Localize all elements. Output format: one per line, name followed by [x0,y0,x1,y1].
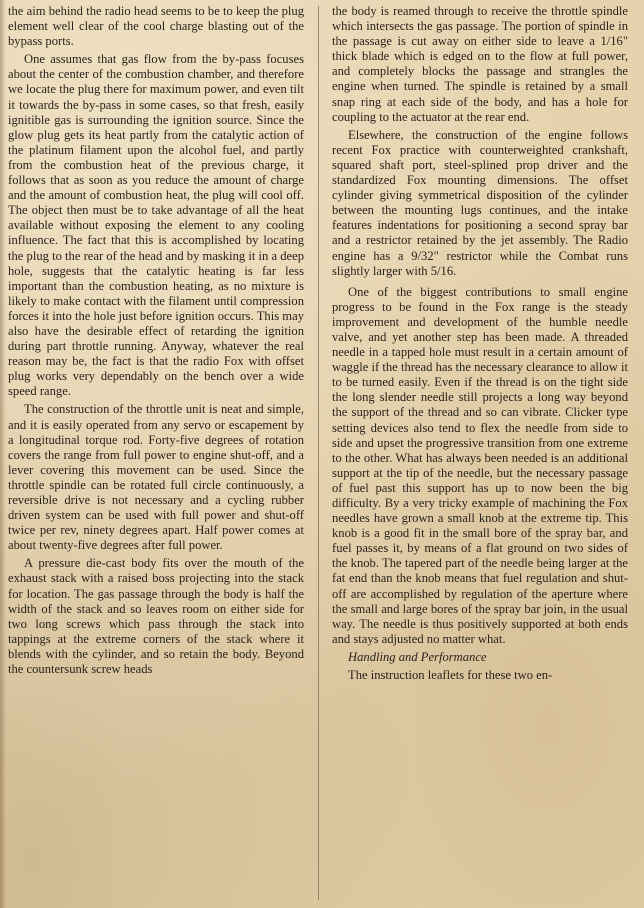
left-paragraph-4: A pressure die-cast body fits over the mouth of the exhaust stack with a raised boss projecting into the stack for location. The gas passage through the body is half the width of the stack and so leaves room on either side for two long screws which pass through the stack into tappings at the extreme corners of the stack where it blends with the cylinder, and so retain the body. Beyond the countersunk screw heads [8,556,304,677]
left-column [8,4,304,680]
left-paragraph-1: the aim behind the radio head seems to be to keep the plug element well clear of the cool charge blasting out of the bypass ports. [8,4,304,49]
section-subheading: Handling and Performance [348,649,487,664]
right-column [332,4,628,686]
left-paragraph-2: One assumes that gas flow from the by-pass focuses about the center of the combustion chamber, and therefore we locate the plug there for maximum power, and even tilt it towards the by-pass in some cases, so that fresh, easily ignitible gas is surrounding the ignition source. Since the glow plug gets its heat partly from the catalytic action of the platinum filament upon the alcohol fuel, and partly from the combustion heat of the previous charge, it follows that as soon as you reduce the amount of charge and the amount of combustion heat, the plug will cool off. The object then must be to take advantage of all the heat available without exposing the element to any cooling influence. The fact that this is accomplished by locating the plug to the rear of the head and by masking it in a deep hole, suggests that the catalytic heating is far less important than the combustion heating, as no mixture is likely to make contact with the filament until compression forces it into the hole just before ignition occurs. This may also have the desirable effect of retarding the ignition during part throttle running. Anyway, whatever the real reason may be, the fact is that the radio Fox with offset plug works very dependably on the bench over a wide speed range. [8,52,304,399]
right-paragraph-4: The instruction leaflets for these two en- [348,668,553,683]
page-fold-shadow [0,0,6,908]
right-paragraph-1: the body is reamed through to receive the throttle spindle which intersects the gas passage. The portion of spindle in the passage is cut away on either side to leave a 1/16" thick blade which is edged on to the flow at full power, and completely blocks the passage and strangles the engine when turned. The spindle is retained by a small snap ring at each side of the body, and has a hole for coupling to the actuator at the rear end. [332,4,628,124]
right-paragraph-3: One of the biggest contributions to small engine progress to be found in the Fox range is the steady improvement and development of the humble needle valve, and yet another step has been made. A threaded needle in a tapped hole must result in a certain amount of waggle if the thread has the necessary clearance to allow it to be turned easily. Even if the thread is on the tight side the long slender needle still projects a long way beyond the support of the thread and so can vibrate. Clicker type setting devices also tend to flex the needle from side to side and upset the progressive transition from one extreme to the other. What has always been needed is an additional support at the tip of the needle, but the necessary passage of fuel past this support has up to now been the big difficulty. By a very tricky example of machining the Fox needles have grown a small knob at the extreme tip. This knob is a good fit in the small bore of the spray bar, and fuel passes it, by means of a flat ground on two sides of the knob. The tapered part of the needle being larger at the fat end than the knob means that fuel regulation and shut-off are accomplished by regulation of the aperture where the small and large bores of the spray bar join, in the usual way. The needle is thus positively supported at both ends and stays adjusted no matter what. [332,284,628,646]
right-paragraph-2: Elsewhere, the construction of the engine follows recent Fox practice with counterweighted crankshaft, squared shaft port, steel-splined prop driver and the standardized Fox mounting dimensions. The offset cylinder giving symmetrical disposition of the cylinder between the mounting lugs continues, and the intake features indentations for positioning a second spray bar and a restrictor retained by the jet assembly. The Radio engine has a 9/32" restrictor while the Combat runs slightly larger with 5/16. [332,127,628,278]
left-paragraph-3: The construction of the throttle unit is neat and simple, and it is easily operated from any servo or escapement by a longitudinal torque rod. Forty-five degrees of rotation covers the range from full power to engine shut-off, and a lever covering this movement can be used. Since the throttle spindle can be rotated full circle continuously, a reversible drive is not necessary and a cycling rubber driven system can be used with full power and shut-off twice per rev, ninety degrees apart. Half power comes at about twenty-five degrees after full power. [8,402,304,553]
column-divider [318,6,319,900]
